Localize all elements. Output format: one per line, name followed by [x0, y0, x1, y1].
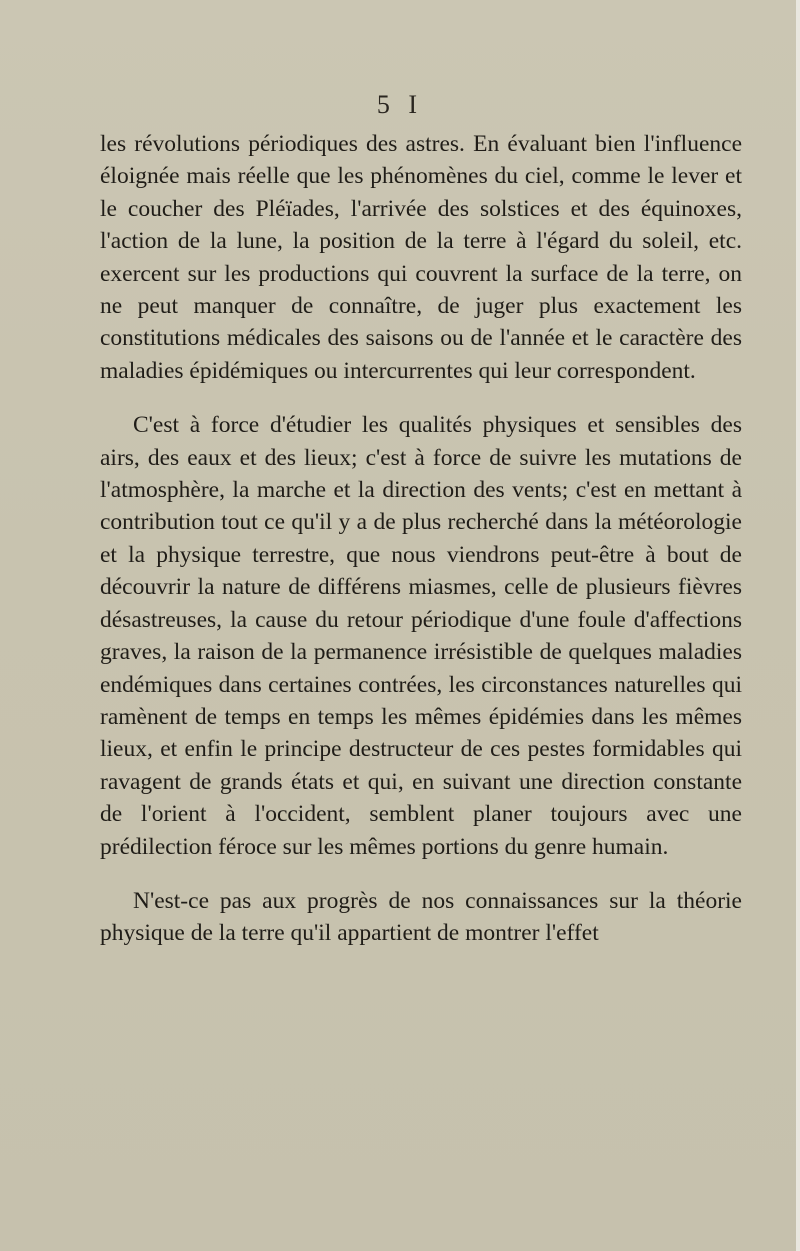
page-number: 5 I [376, 90, 424, 119]
paragraph-2: C'est à force d'étudier les qualités physiques et sensibles des airs, des eaux et des lieux; c'est à force de suivre les mutations de l'atmosphère, la marche et la direction des vents; c'est en mettant à contribution tout ce qu'il y a de plus recherché dans la météorologie et la physique terrestre, que nous viendrons peut-être à bout de découvrir la nature de différens miasmes, celle de plusieurs fièvres désastreuses, la cause du retour périodique d'une foule d'affections graves, la raison de la permanence irrésistible de quelques maladies endémiques dans certaines contrées, les circonstances naturelles qui ramènent de temps en temps les mêmes épidémies dans les mêmes lieux, et enfin le principe destructeur de ces pestes formidables qui ravagent de grands états et qui, en suivant une direction constante de l'orient à l'occident, semblent planer toujours avec une prédilection féroce sur les mêmes portions du genre humain. [100, 412, 742, 860]
body-text [100, 128, 742, 950]
paragraph-1: les révolutions périodiques des astres. En évaluant bien l'influence éloignée mais réelle que les phénomènes du ciel, comme le lever et le coucher des Pléïades, l'arrivée des solstices et des équinoxes, l'action de la lune, la position de la terre à l'égard du soleil, etc. exercent sur les productions qui couvrent la surface de la terre, on ne peut manquer de connaître, de juger plus exactement les constitutions médicales des saisons ou de l'année et le caractère des maladies épidémiques ou intercurrentes qui leur correspondent. [100, 131, 742, 384]
paragraph-3: N'est-ce pas aux progrès de nos connaissances sur la théorie physique de la terre qu'il appartient de montrer l'effet [100, 887, 742, 947]
page-edge [796, 0, 800, 1251]
